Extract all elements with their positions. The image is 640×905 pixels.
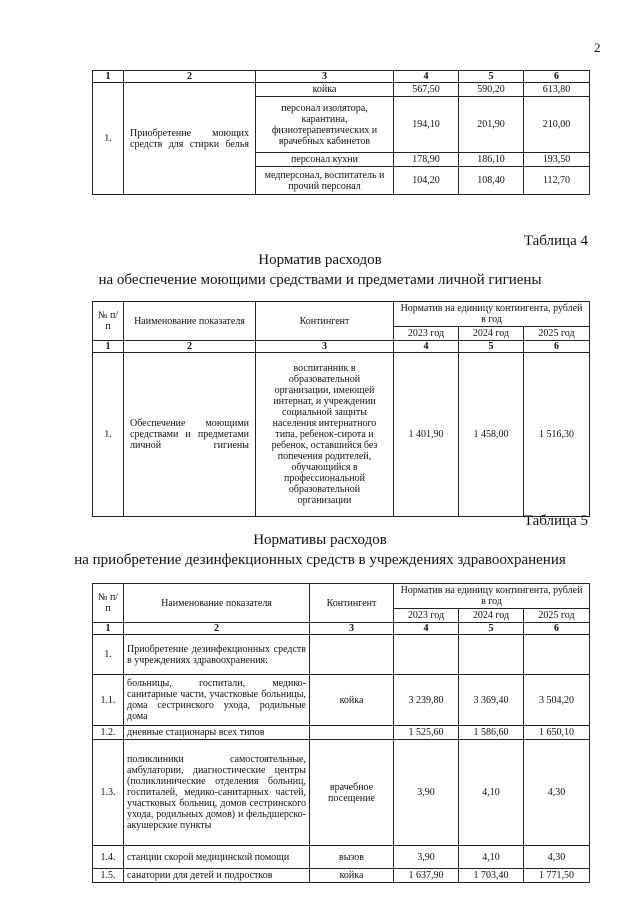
col-num-5: 5	[459, 71, 524, 83]
header-contingent: Контингент	[310, 584, 394, 623]
value-2023: 1 637,90	[394, 869, 459, 883]
col-num-2: 2	[124, 341, 256, 353]
table-header-row	[93, 584, 590, 609]
row-name: поликлиники самостоятельные, амбулатории, диагностические центры (поликлинические отделения больниц, госпиталей, медико-санитарных частей, участковых больниц, домов сестринского ухода, родильных домов) и фельдшерско-акушерские пункты	[124, 740, 310, 846]
table5-title-line2: на приобретение дезинфекционных средств в учреждениях здравоохранения	[74, 552, 566, 568]
contingent-cell: персонал изолятора, карантина, физиотерапевтических и врачебных кабинетов	[256, 97, 394, 153]
contingent-cell: воспитанник в образовательной организации, имеющей интернат, и учреждении социальной защиты населения интернатного типа, ребенок-сирота и ребенок, оставшийся без попечения родителей, обучающийся в профессиональной образовательной организации	[256, 353, 394, 517]
col-num-6: 6	[524, 341, 590, 353]
header-2023: 2023 год	[394, 327, 459, 341]
col-num-5: 5	[459, 623, 524, 635]
table-row	[93, 846, 590, 869]
table-row	[93, 740, 590, 846]
col-num-3: 3	[256, 71, 394, 83]
table-header-row	[93, 302, 590, 327]
col-num-6: 6	[524, 623, 590, 635]
col-num-4: 4	[394, 341, 459, 353]
value-2023: 1 401,90	[394, 353, 459, 517]
col-num-3: 3	[256, 341, 394, 353]
table-row	[93, 675, 590, 726]
row-number: 1.	[93, 353, 124, 517]
row-number: 1.2.	[93, 726, 124, 740]
value-2024: 1 586,60	[459, 726, 524, 740]
row-name: санатории для детей и подростков	[124, 869, 310, 883]
col-num-1: 1	[93, 71, 124, 83]
col-num-4: 4	[394, 623, 459, 635]
value-2025: 3 504,20	[524, 675, 590, 726]
column-number-row	[93, 623, 590, 635]
value-2025: 4,30	[524, 740, 590, 846]
row-name: станции скорой медицинской помощи	[124, 846, 310, 869]
value-2025: 1 650,10	[524, 726, 590, 740]
value-2024	[459, 635, 524, 675]
value-2024: 201,90	[459, 97, 524, 153]
table-row	[93, 726, 590, 740]
value-2025: 1 771,50	[524, 869, 590, 883]
table4	[92, 301, 590, 517]
col-num-2: 2	[124, 71, 256, 83]
value-2023: 3,90	[394, 740, 459, 846]
row-name: Приобретение моющих средств для стирки белья	[124, 83, 256, 195]
header-2024: 2024 год	[459, 327, 524, 341]
column-number-row	[93, 71, 590, 83]
col-num-2: 2	[124, 623, 310, 635]
value-2024: 4,10	[459, 740, 524, 846]
value-2025: 193,50	[524, 153, 590, 167]
header-contingent: Контингент	[256, 302, 394, 341]
value-2023: 178,90	[394, 153, 459, 167]
table-row	[93, 635, 590, 675]
row-number: 1.5.	[93, 869, 124, 883]
col-num-5: 5	[459, 341, 524, 353]
table5	[92, 583, 590, 883]
col-num-3: 3	[310, 623, 394, 635]
value-2023	[394, 635, 459, 675]
value-2024: 3 369,40	[459, 675, 524, 726]
header-2025: 2025 год	[524, 609, 590, 623]
value-2025: 1 516,30	[524, 353, 590, 517]
value-2024: 4,10	[459, 846, 524, 869]
value-2024: 108,40	[459, 167, 524, 195]
header-2024: 2024 год	[459, 609, 524, 623]
value-2023: 3 239,80	[394, 675, 459, 726]
contingent-cell: койка	[310, 869, 394, 883]
table4-title-line2: на обеспечение моющими средствами и предметами личной гигиены	[98, 272, 542, 288]
header-2025: 2025 год	[524, 327, 590, 341]
header-num: № п/п	[93, 302, 124, 341]
contingent-cell: персонал кухни	[256, 153, 394, 167]
contingent-cell	[310, 726, 394, 740]
table-continuation	[92, 70, 590, 195]
value-2024: 186,10	[459, 153, 524, 167]
table-row	[93, 353, 590, 517]
table4-label: Таблица 4	[523, 233, 588, 249]
contingent-cell: медперсонал, воспитатель и прочий персонал	[256, 167, 394, 195]
value-2025: 4,30	[524, 846, 590, 869]
table-row	[93, 83, 590, 97]
col-num-4: 4	[394, 71, 459, 83]
row-number: 1.	[93, 83, 124, 195]
value-2024: 1 703,40	[459, 869, 524, 883]
col-num-6: 6	[524, 71, 590, 83]
contingent-cell: койка	[256, 83, 394, 97]
value-2025	[524, 635, 590, 675]
row-number: 1.1.	[93, 675, 124, 726]
row-name: Обеспечение моющими средствами и предметами личной гигиены	[124, 353, 256, 517]
row-number: 1.4.	[93, 846, 124, 869]
table5-label: Таблица 5	[523, 513, 588, 529]
value-2023: 567,50	[394, 83, 459, 97]
header-norm: Норматив на единицу контингента, рублей в год	[394, 584, 590, 609]
value-2024: 1 458,00	[459, 353, 524, 517]
row-number: 1.	[93, 635, 124, 675]
table5-title-line1: Нормативы расходов	[253, 532, 387, 548]
row-number: 1.3.	[93, 740, 124, 846]
value-2023: 3,90	[394, 846, 459, 869]
table4-title-line1: Норматив расходов	[258, 252, 382, 268]
table-row	[93, 869, 590, 883]
value-2023: 194,10	[394, 97, 459, 153]
header-name: Наименование показателя	[124, 584, 310, 623]
column-number-row	[93, 341, 590, 353]
contingent-cell: врачебное посещение	[310, 740, 394, 846]
header-num: № п/п	[93, 584, 124, 623]
value-2023: 104,20	[394, 167, 459, 195]
row-name: дневные стационары всех типов	[124, 726, 310, 740]
header-norm: Норматив на единицу контингента, рублей в год	[394, 302, 590, 327]
value-2023: 1 525,60	[394, 726, 459, 740]
row-name: больницы, госпитали, медико-санитарные части, участковые больницы, дома сестринского ухода, родильные дома	[124, 675, 310, 726]
page-number: 2	[594, 40, 601, 55]
header-name: Наименование показателя	[124, 302, 256, 341]
contingent-cell	[310, 635, 394, 675]
col-num-1: 1	[93, 623, 124, 635]
value-2025: 112,70	[524, 167, 590, 195]
header-2023: 2023 год	[394, 609, 459, 623]
value-2025: 613,80	[524, 83, 590, 97]
contingent-cell: койка	[310, 675, 394, 726]
contingent-cell: вызов	[310, 846, 394, 869]
col-num-1: 1	[93, 341, 124, 353]
value-2025: 210,00	[524, 97, 590, 153]
value-2024: 590,20	[459, 83, 524, 97]
row-name: Приобретение дезинфекционных средств в учреждениях здравоохранения:	[124, 635, 310, 675]
